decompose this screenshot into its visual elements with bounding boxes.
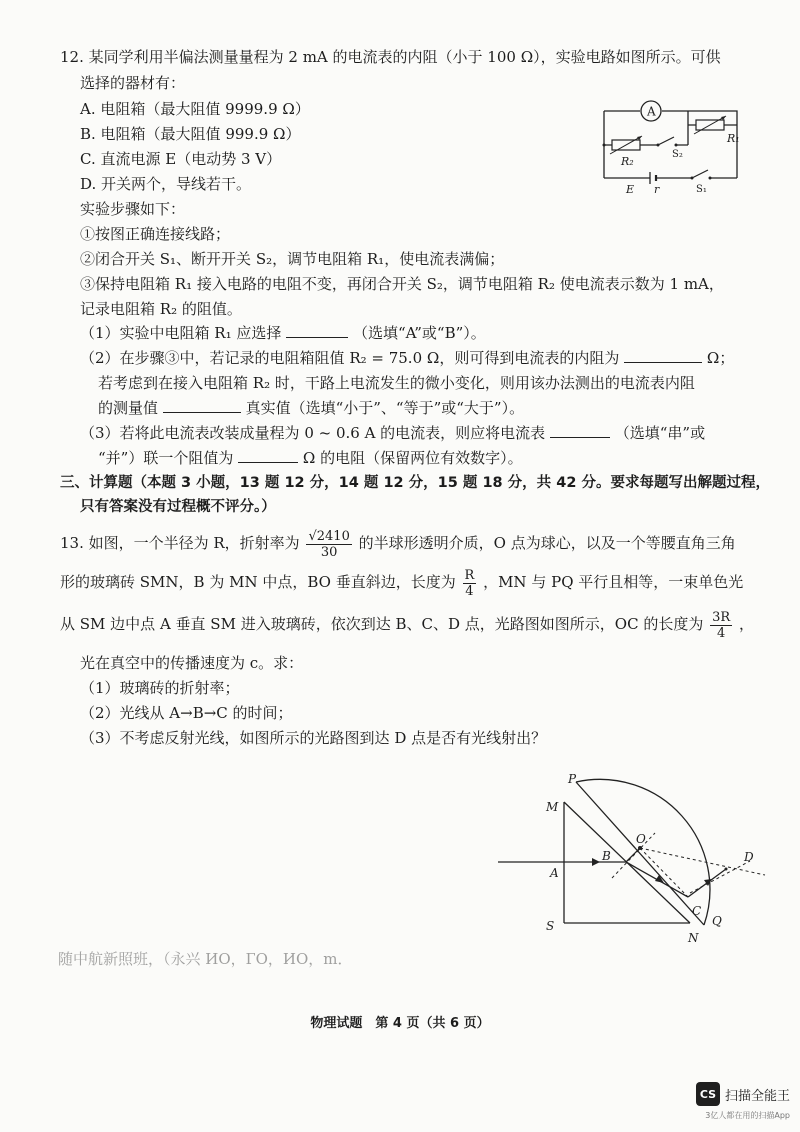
q13-line3-text-end: ， [738, 615, 754, 633]
point-c-label: C [692, 904, 702, 918]
frac-numerator: √2410 [308, 528, 350, 544]
q13-line1-text: 13. 如图，一个半径为 R，折射率为 [60, 534, 300, 552]
page-footer: 物理试题 第 4 页（共 6 页） [310, 1016, 490, 1031]
scanner-logo-icon: CS [696, 1082, 720, 1106]
q12-sub3a-text-end: （选填“串”或 [614, 424, 706, 442]
q12-option-c: C. 直流电源 E（电动势 3 V） [80, 150, 282, 168]
frac-numerator: R [464, 567, 475, 583]
point-q-label: Q [712, 914, 722, 928]
frac-denominator: 4 [717, 625, 726, 641]
q13-frac-oc [710, 610, 732, 641]
answer-blank[interactable] [550, 423, 610, 438]
q12-option-a: A. 电阻箱（最大阻值 9999.9 Ω） [80, 100, 310, 118]
q12-option-b: B. 电阻箱（最大阻值 999.9 Ω） [80, 125, 301, 143]
section3-heading: 三、计算题（本题 3 小题，13 题 12 分，14 题 12 分，15 题 18 分，共 42 分。要求每题写出解题过程， [60, 475, 770, 491]
q13-frac-bo [463, 568, 477, 599]
switch-s2-icon [658, 137, 674, 145]
q13-frac-index [306, 529, 351, 560]
section3-heading-cont: 只有答案没有过程概不评分。） [80, 499, 276, 515]
q12-sub2c-text: 的测量值 [98, 399, 159, 417]
q12-sub3a [80, 422, 705, 444]
q13-sub1: （1）玻璃砖的折射率； [80, 679, 240, 697]
point-n-label: N [688, 931, 699, 945]
e-label: E [626, 183, 635, 196]
q12-stem: 12. 某同学利用半偏法测量量程为 2 mA 的电流表的内阻（小于 100 Ω），实验电路如图所示。可供 [60, 48, 721, 66]
q13-sub3: （3）不考虑反射光线，如图所示的光路图到达 D 点是否有光线射出？ [80, 729, 547, 747]
q12-step-2: ②闭合开关 S₁、断开开关 S₂，调节电阻箱 R₁，使电流表满偏； [80, 250, 505, 268]
point-m-label: M [546, 800, 559, 814]
q13-line4: 光在真空中的传播速度为 c。求： [80, 654, 304, 672]
ammeter-label: A [647, 104, 656, 119]
scanner-name: 扫描全能王 [724, 1088, 790, 1104]
q12-steps-title: 实验步骤如下： [80, 200, 186, 218]
circuit-diagram [592, 90, 752, 200]
scanner-tagline: 3亿人都在用的扫描App [705, 1111, 790, 1120]
r-label: r [654, 183, 660, 196]
q12-step-3-cont: 记录电阻箱 R₂ 的阻值。 [80, 300, 242, 318]
q12-sub2a [80, 347, 734, 369]
r2-label: R₂ [621, 155, 634, 168]
q13-line2-text: 形的玻璃砖 SMN，B 为 MN 中点，BO 垂直斜边，长度为 [60, 573, 456, 591]
point-a-label: A [550, 866, 559, 880]
answer-blank[interactable] [624, 348, 702, 363]
s2-label: S₂ [672, 149, 683, 160]
bleed-through-text: 随中航新照班，（永兴 ИО，ГО，ИО，m． [58, 950, 353, 968]
point-o-label: O [636, 832, 646, 846]
point-d-label: D [744, 850, 754, 864]
q12-option-d: D. 开关两个，导线若干。 [80, 175, 252, 193]
q12-sub2a-text-end: Ω； [706, 349, 735, 367]
q12-sub2a-text: （2）在步骤③中，若记录的电阻箱阻值 R₂ = 75.0 Ω，则可得到电流表的内阻为 [80, 349, 620, 367]
switch-s1-icon [692, 170, 708, 178]
q12-sub3b-text-end: Ω 的电阻（保留两位有效数字）。 [302, 449, 523, 467]
point-s-label: S [546, 919, 555, 933]
frac-denominator: 30 [320, 544, 338, 560]
answer-blank[interactable] [238, 448, 298, 463]
q12-sub3b [98, 447, 523, 469]
point-b-label: B [602, 849, 611, 863]
q12-sub1-text: （1）实验中电阻箱 R₁ 应选择 [80, 324, 282, 342]
q13-line3-text: 从 SM 边中点 A 垂直 SM 进入玻璃砖，依次到达 B、C、D 点，光路图如图所示，OC 的长度为 [60, 615, 704, 633]
q13-line1 [60, 527, 736, 560]
q12-sub1 [80, 322, 486, 344]
q13-line1-text-end: 的半球形透明介质，O 点为球心，以及一个等腰直角三角 [358, 534, 736, 552]
answer-blank[interactable] [163, 398, 241, 413]
q12-step-1: ①按图正确连接线路； [80, 225, 231, 243]
q12-sub2b: 若考虑到在接入电阻箱 R₂ 时，干路上电流发生的微小变化，则用该办法测出的电流表内阻 [98, 374, 695, 392]
q13-line2 [60, 566, 743, 599]
optics-diagram [490, 765, 780, 950]
frac-numerator: 3R [712, 609, 731, 625]
scanner-watermark [696, 1082, 790, 1106]
ray-arrow-icon [592, 858, 600, 866]
q12-sub2c [98, 397, 524, 419]
q13-line2-text-end: ，MN 与 PQ 平行且相等，一束单色光 [483, 573, 744, 591]
frac-denominator: 4 [465, 583, 474, 599]
point-p-label: P [568, 772, 577, 786]
answer-blank[interactable] [286, 323, 348, 338]
r1-label: R₁ [727, 132, 740, 145]
q12-sub3b-text: “并”）联一个阻值为 [98, 449, 234, 467]
q12-step-3: ③保持电阻箱 R₁ 接入电路的电阻不变，再闭合开关 S₂，调节电阻箱 R₂ 使电流表示数为 1 mA， [80, 275, 724, 293]
hemisphere-arc-icon [576, 779, 710, 925]
q13-sub2: （2）光线从 A→B→C 的时间； [80, 704, 293, 722]
s1-label: S₁ [696, 184, 707, 195]
q12-sub2c-text-end: 真实值（选填“小于”、“等于”或“大于”）。 [245, 399, 525, 417]
q12-sub3a-text: （3）若将此电流表改装成量程为 0 ~ 0.6 A 的电流表，则应将电流表 [80, 424, 546, 442]
q13-line3 [60, 608, 754, 641]
q12-sub1-text-end: （选填“A”或“B”）。 [352, 324, 486, 342]
q12-stem-cont: 选择的器材有： [80, 74, 186, 92]
